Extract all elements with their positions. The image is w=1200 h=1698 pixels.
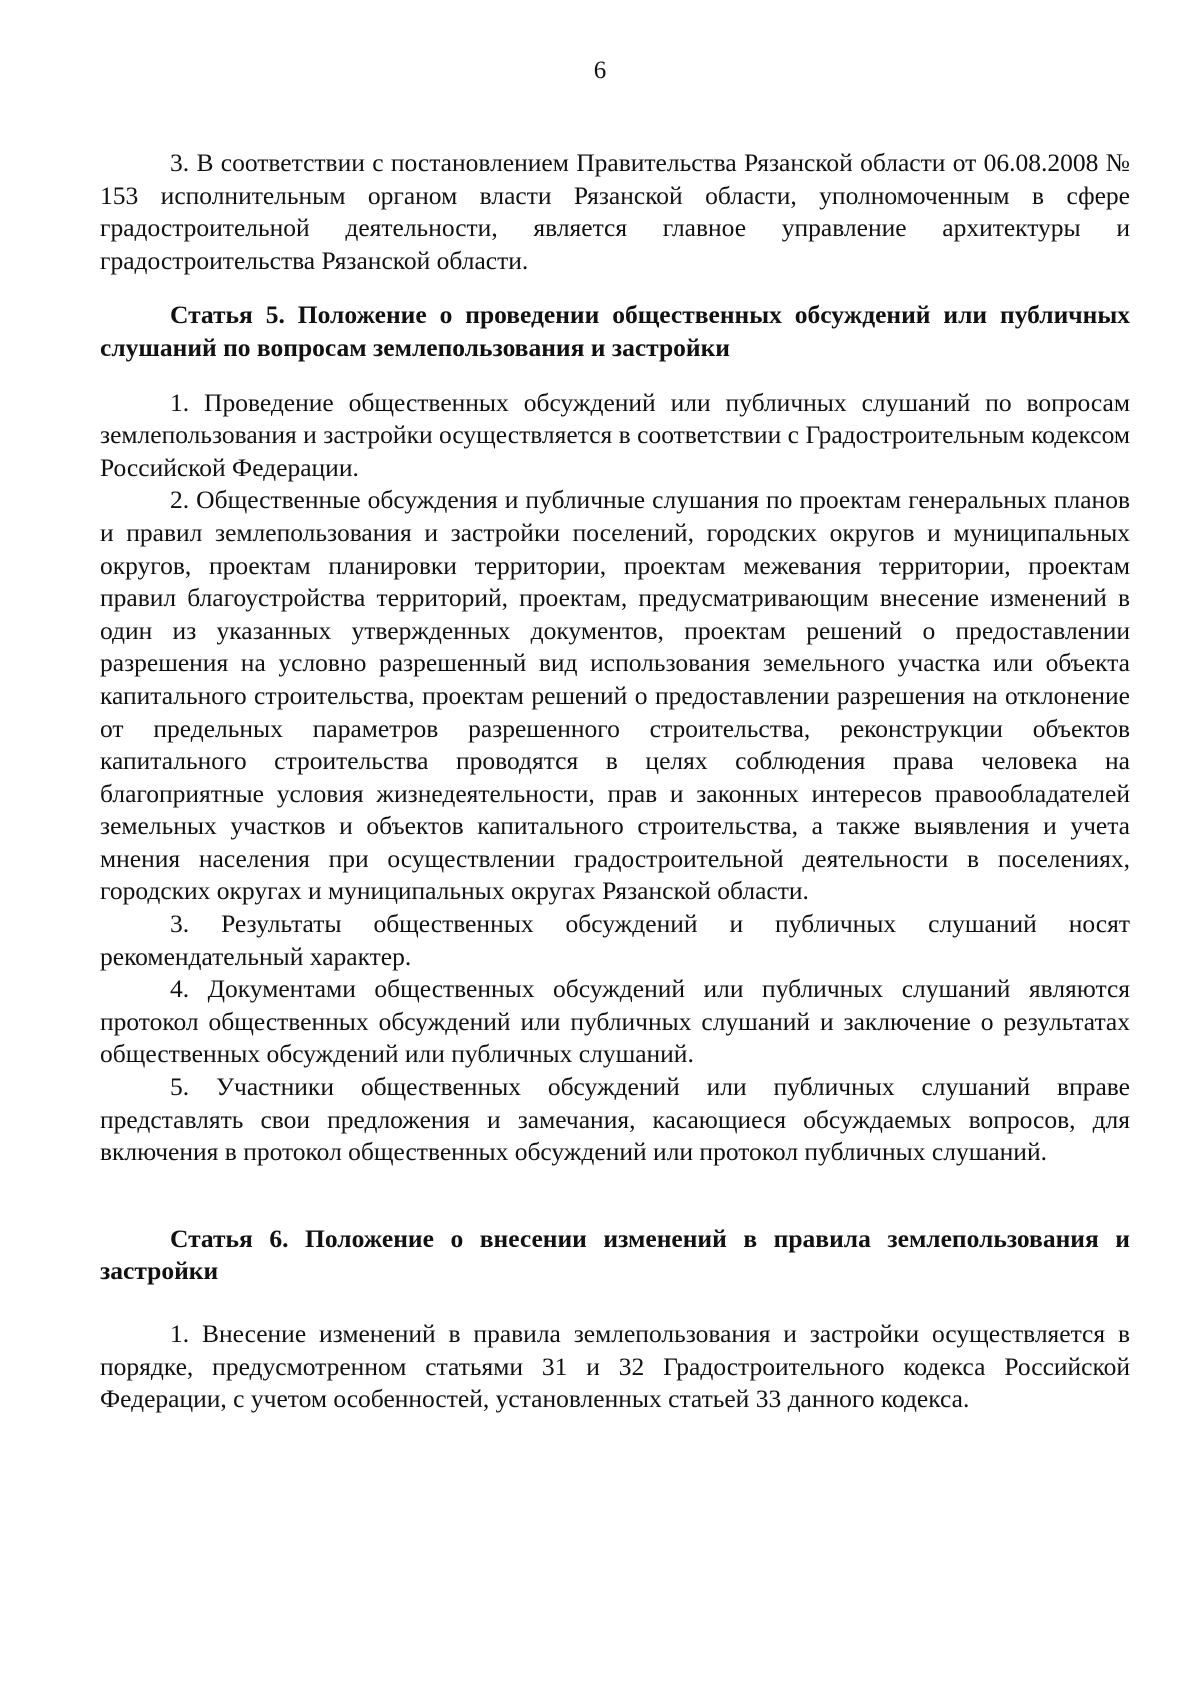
article5-paragraph-1: 1. Проведение общественных обсуждений или публичных слушаний по вопросам землепользования и застройки осуществляется в соответствии с Градостроительным кодексом Российской Федерации. bbox=[100, 387, 1130, 482]
article6-paragraph-1: 1. Внесение изменений в правила землепользования и застройки осуществляется в порядке, предусмотренном статьями 31 и 32 Градостроительного кодекса Российской Федерации, с учетом особенностей, установленных статьей 33 данного кодекса. bbox=[100, 1319, 1130, 1414]
article5-paragraph-3: 3. Результаты общественных обсуждений и публичных слушаний носят рекомендательный характер. bbox=[100, 909, 1130, 971]
article4-paragraph-3: 3. В соответствии с постановлением Правительства Рязанской области от 06.08.2008 № 153 исполнительным органом власти Рязанской области, уполномоченным в сфере градостроительной деятельности, является главное управление архитектуры и градостроительства Рязанской области. bbox=[100, 148, 1130, 275]
page-number: 6 bbox=[593, 57, 607, 84]
document-body bbox=[100, 147, 1130, 1416]
article5-heading: Статья 5. Положение о проведении общественных обсуждений или публичных слушаний по вопросам землепользования и застройки bbox=[100, 300, 1130, 362]
article5-paragraph-2: 2. Общественные обсуждения и публичные слушания по проектам генеральных планов и правил землепользования и застройки поселений, городских округов и муниципальных округов, проектам планировки территории, проектам межевания территории, проектам правил благоустройства территорий, проектам, предусматривающим внесение изменений в один из указанных утвержденных документов, проектам решений о предоставлении разрешения на условно разрешенный вид использования земельного участка или объекта капитального строительства, проектам решений о предоставлении разрешения на отклонение от предельных параметров разрешенного строительства, реконструкции объектов капитального строительства проводятся в целях соблюдения права человека на благоприятные условия жизнедеятельности, прав и законных интересов правообладателей земельных участков и объектов капитального строительства, а также выявления и учета мнения населения при осуществлении градостроительной деятельности в поселениях, городских округах и муниципальных округах Рязанской области. bbox=[100, 485, 1130, 906]
article5-paragraph-5: 5. Участники общественных обсуждений или публичных слушаний вправе представлять свои предложения и замечания, касающиеся обсуждаемых вопросов, для включения в протокол общественных обсуждений или протокол публичных слушаний. bbox=[100, 1072, 1130, 1167]
article6-heading: Статья 6. Положение о внесении изменений в правила землепользования и застройки bbox=[100, 1223, 1130, 1286]
article5-paragraph-4: 4. Документами общественных обсуждений или публичных слушаний являются протокол общественных обсуждений или публичных слушаний и заключение о результатах общественных обсуждений или публичных слушаний. bbox=[100, 974, 1130, 1069]
